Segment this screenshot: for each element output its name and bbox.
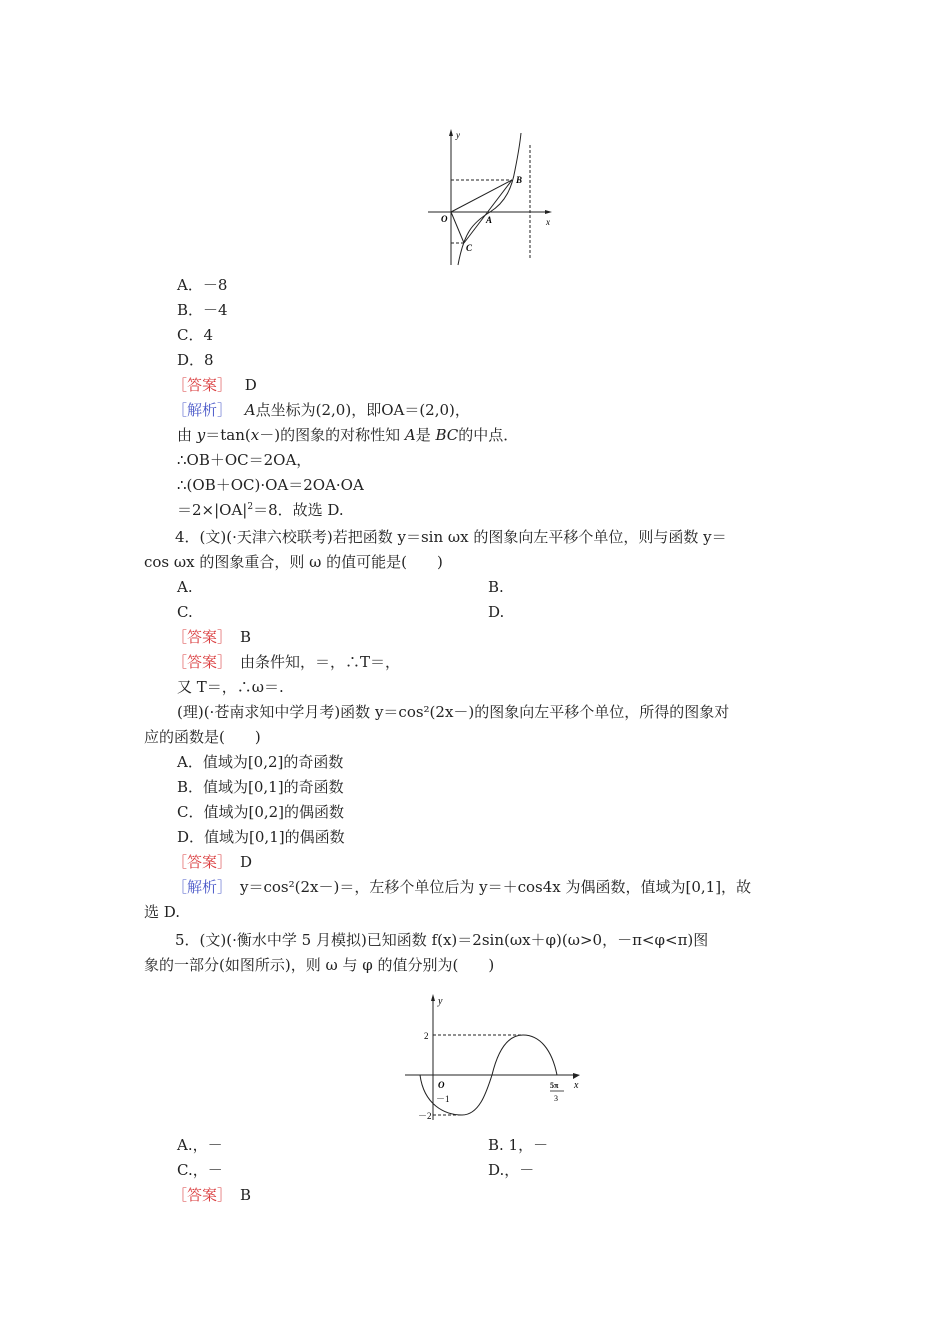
analysis-label: ［解析］: [172, 401, 233, 419]
q3-answer: ［答案］ D: [172, 376, 257, 394]
q4-stem-1: 4．(文)(·天津六校联考)若把函数 y＝sin ωx 的图象向左平移个单位，则与函数 y＝: [175, 528, 727, 546]
tangent-graph-figure: [420, 125, 560, 270]
q3-analysis-5: $=2\times|OA|^2=8$．故选 D.: [177, 501, 344, 519]
q4-option-a: A.: [177, 578, 193, 596]
q5-answer: ［答案］ B: [172, 1186, 252, 1204]
q4-option-b: B.: [488, 578, 504, 596]
svg-text:2: 2: [424, 1031, 429, 1041]
q5-option-c: C.，－: [177, 1161, 223, 1179]
q3-option-b: B．－4: [177, 301, 228, 319]
label-x: x: [546, 217, 550, 227]
label-a: A: [486, 215, 493, 225]
q5-option-a: A.，－: [177, 1136, 223, 1154]
svg-text:－1: －1: [436, 1094, 450, 1104]
q4-stem-2: cos ωx 的图象重合，则 ω 的值可能是( ): [144, 553, 443, 571]
q4-analysis-1: ［答案］ 由条件知，＝，∴T＝，: [172, 653, 401, 671]
q5-stem-2: 象的一部分(如图所示)，则 ω 与 φ 的值分别为( ): [144, 956, 495, 974]
q3-analysis-3: ∴OB＋OC＝2OA，: [177, 451, 312, 469]
label-c: C: [466, 243, 473, 253]
svg-text:x: x: [574, 1080, 579, 1091]
svg-text:O: O: [438, 1080, 445, 1090]
q4li-option-c: C．值域为[0,2]的偶函数: [177, 803, 345, 821]
q4li-option-b: B．值域为[0,1]的奇函数: [177, 778, 344, 796]
q4li-option-a: A．值域为[0,2]的奇函数: [177, 753, 344, 771]
q3-option-d: D．8: [177, 351, 214, 369]
label-b: B: [516, 175, 523, 185]
q4-answer: ［答案］ B: [172, 628, 252, 646]
q5-stem-1: 5．(文)(·衡水中学 5 月模拟)已知函数 f(x)＝2sin(ωx＋φ)(ω>0，－π<φ<π)图: [175, 931, 709, 949]
q4-option-c: C.: [177, 603, 193, 621]
svg-text:－2: －2: [418, 1111, 432, 1121]
q4li-option-d: D．值域为[0,1]的偶函数: [177, 828, 345, 846]
q4li-analysis-1: ［解析］ y＝cos²(2x－)＝，左移个单位后为 y＝＋cos4x 为偶函数，值域为[0,1]，故: [172, 878, 752, 896]
svg-text:y: y: [438, 996, 443, 1007]
q4li-stem-2: 应的函数是( ): [144, 728, 261, 746]
q4li-answer: ［答案］ D: [172, 853, 253, 871]
q3-analysis-4: ∴(OB＋OC)·OA＝2OA·OA: [177, 476, 364, 494]
sine-graph-figure: [400, 990, 590, 1130]
q3-option-a: A．－8: [177, 276, 228, 294]
svg-text:5π: 5π: [550, 1081, 559, 1090]
q4-option-d: D.: [488, 603, 505, 621]
q4li-stem-1: (理)(·苍南求知中学月考)函数 y＝cos²(2x－)的图象向左平移个单位，所得的图象对: [177, 703, 730, 721]
q3-analysis-2: 由 y＝tan(x－)的图象的对称性知 A是 BC的中点．: [177, 426, 519, 444]
q4-analysis-2: 又 T＝，∴ω＝.: [177, 678, 284, 696]
label-o: O: [441, 214, 448, 224]
label-y: y: [456, 130, 460, 140]
svg-text:3: 3: [554, 1094, 558, 1103]
q5-option-b: B. 1，－: [488, 1136, 549, 1154]
answer-label: ［答案］: [172, 376, 233, 394]
q4li-analysis-2: 选 D.: [144, 903, 181, 921]
q3-option-c: C．4: [177, 326, 214, 344]
q3-analysis-1: ［解析］ A点坐标为(2,0)，即OA＝(2,0)，: [172, 401, 470, 419]
q5-option-d: D.，－: [488, 1161, 535, 1179]
